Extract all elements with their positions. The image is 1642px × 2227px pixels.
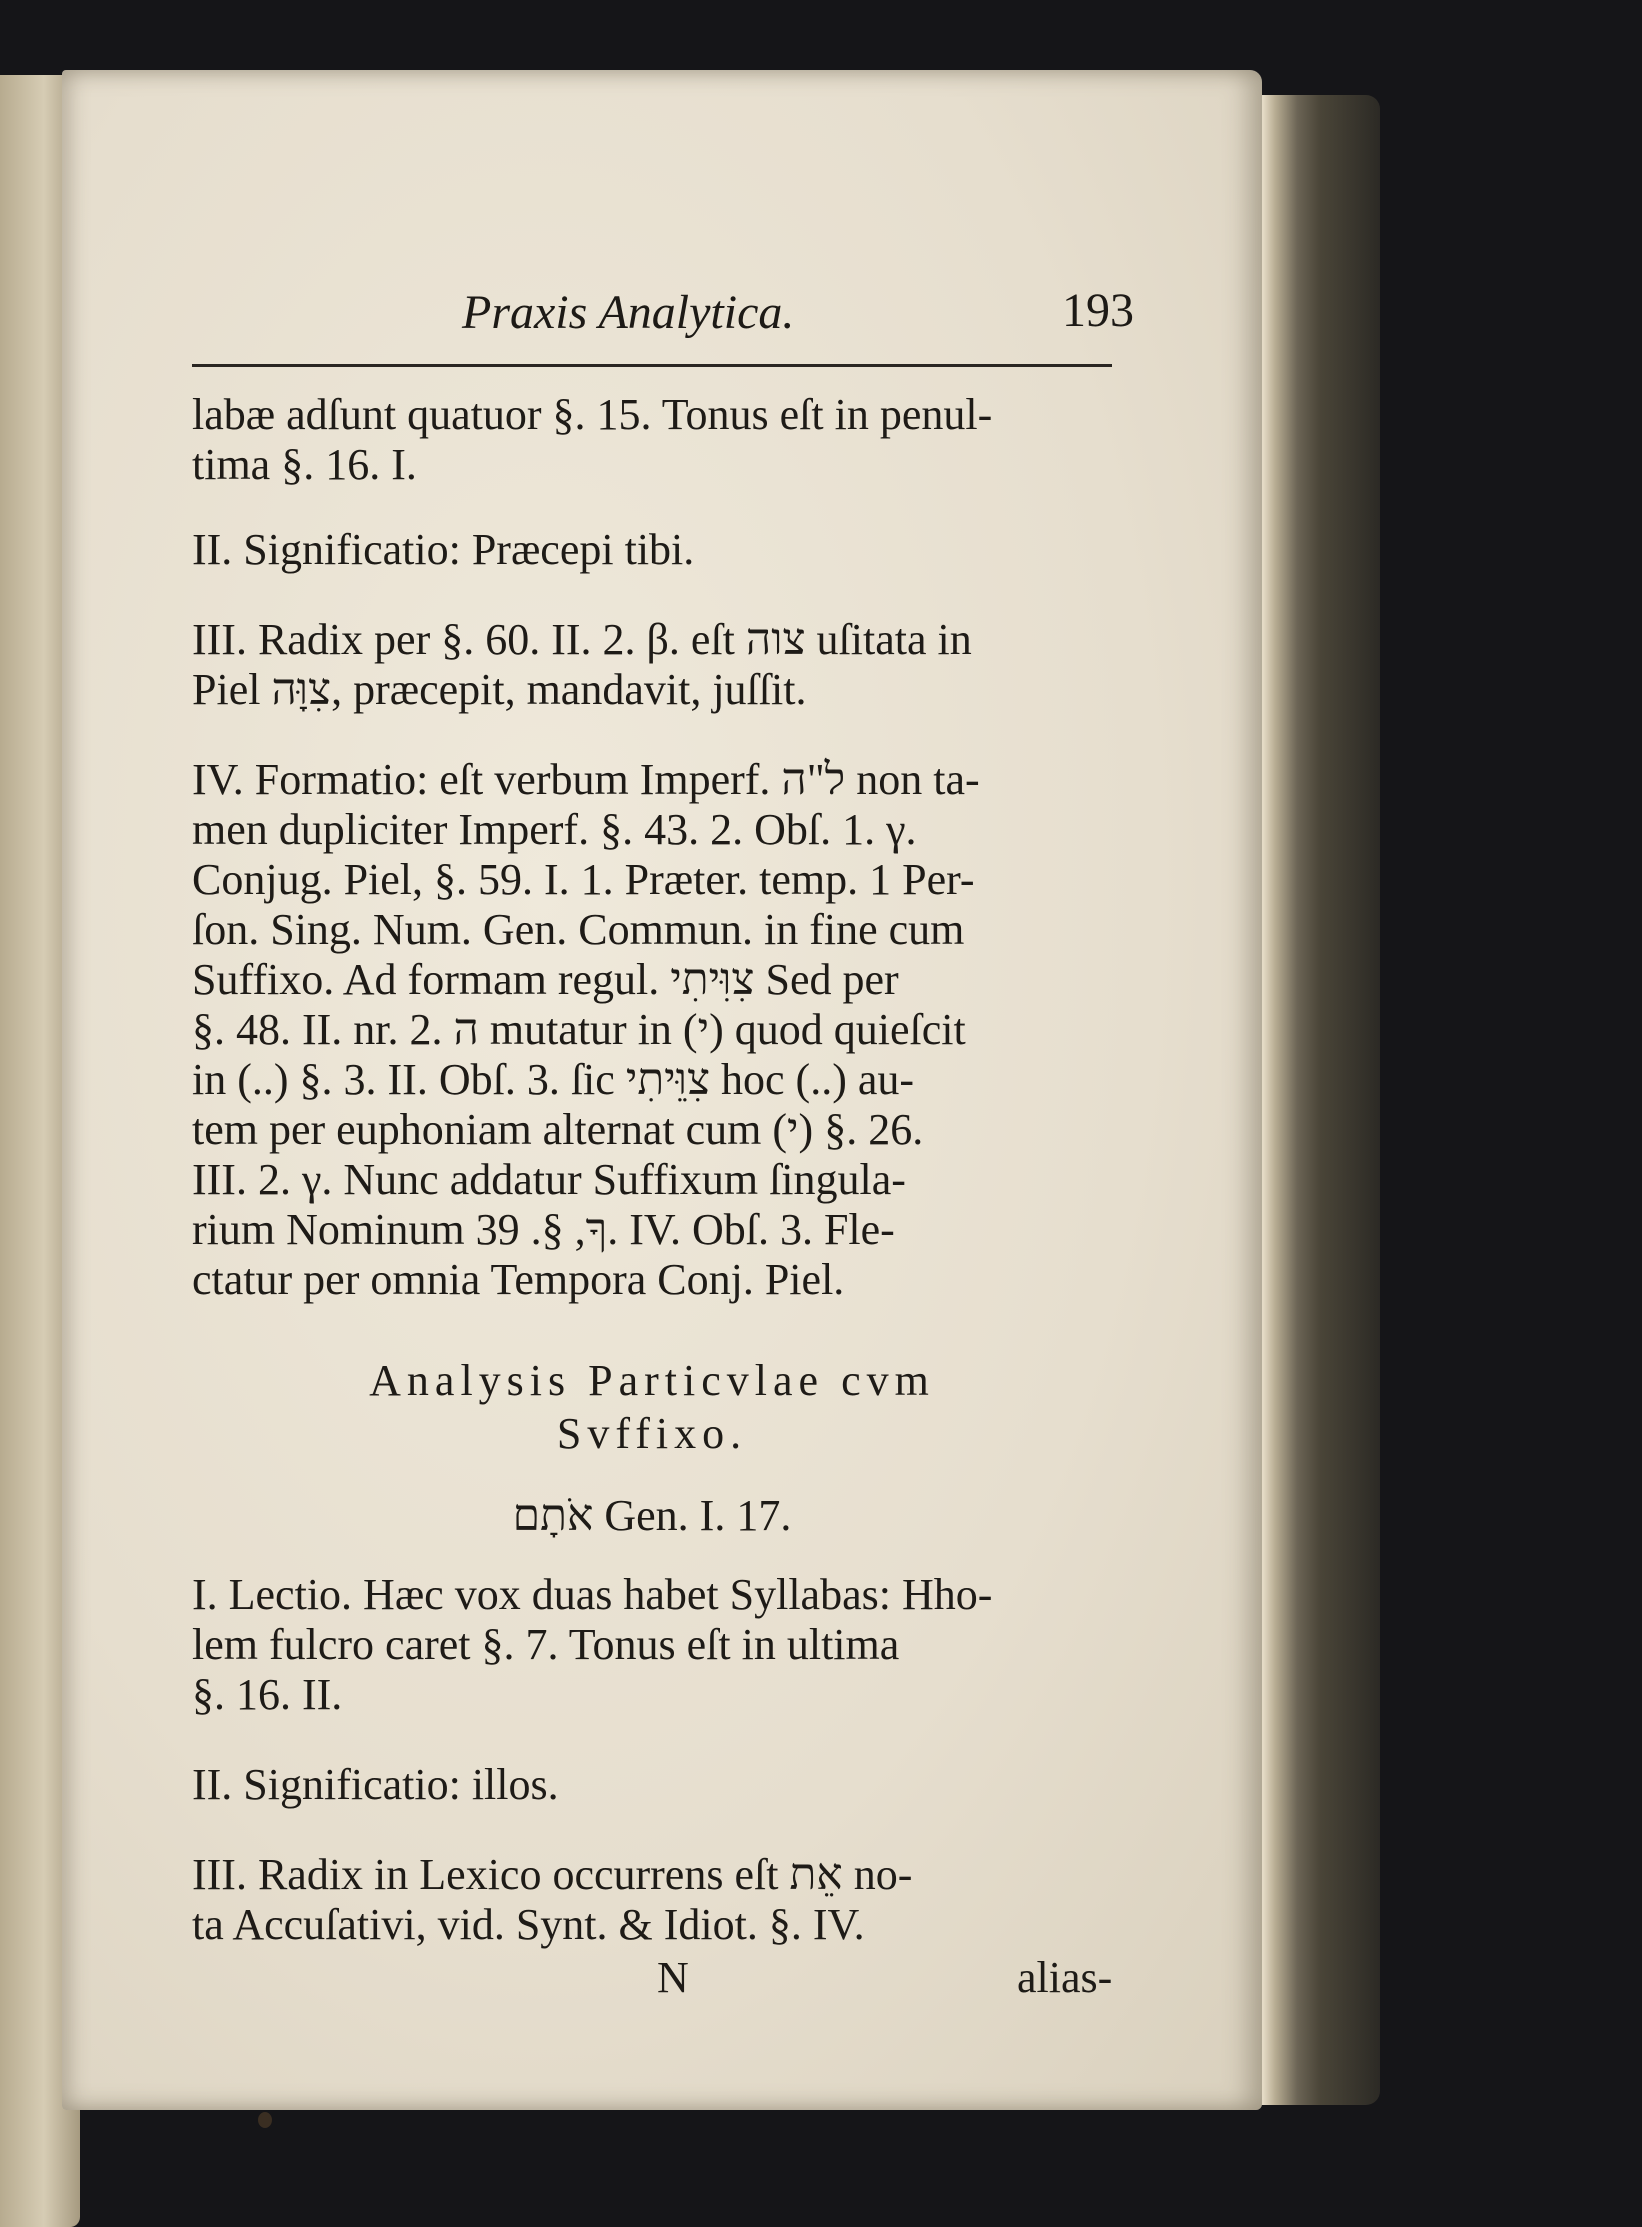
book-page xyxy=(62,70,1262,2110)
text-line: ta Accuſativi, vid. Synt. & Idiot. §. IV. xyxy=(192,1900,865,1949)
text-line: I. Lectio. Hæc vox duas habet Syllabas: Hho- xyxy=(192,1570,993,1619)
text-line: labæ adſunt quatuor §. 15. Tonus eſt in penul- xyxy=(192,390,993,439)
text-line: in (..) §. 3. II. Obſ. 3. ſic צִוֵּיתִי hoc (..) au- xyxy=(192,1055,915,1104)
text-line: tima §. 16. I. xyxy=(192,440,417,489)
text-line: IV. Formatio: eſt verbum Imperf. ל"ה non ta- xyxy=(192,755,980,804)
text-line: §. 48. II. nr. 2. ה mutatur in (י) quod quieſcit xyxy=(192,1005,966,1054)
section-heading-cont: Svffixo. xyxy=(556,1409,748,1458)
text-line: II. Significatio: Præcepi tibi. xyxy=(192,525,695,574)
text-line: tem per euphoniam alternat cum (י) §. 26. xyxy=(192,1105,924,1154)
ink-spot xyxy=(258,2112,272,2128)
text-line: ctatur per omnia Tempora Conj. Piel. xyxy=(192,1255,845,1304)
catchword: alias- xyxy=(1017,1953,1113,2002)
text-line: Suffixo. Ad formam regul. צִוִּיתִי Sed per xyxy=(192,955,899,1004)
text-line: rium Nominum ךָ, §. 39. IV. Obſ. 3. Fle- xyxy=(192,1205,895,1254)
text-line: II. Significatio: illos. xyxy=(192,1760,559,1809)
page-number: 193 xyxy=(1062,284,1134,337)
text-line: ſon. Sing. Num. Gen. Commun. in fine cum xyxy=(192,905,965,954)
text-line: men dupliciter Imperf. §. 43. 2. Obſ. 1. γ. xyxy=(192,805,917,854)
running-header: Praxis Analytica. xyxy=(462,286,795,339)
signature-mark: N xyxy=(657,1953,689,2002)
text-line: lem fulcro caret §. 7. Tonus eſt in ultima xyxy=(192,1620,900,1669)
text-line: III. 2. γ. Nunc addatur Suffixum ſingula- xyxy=(192,1155,906,1204)
text-line: Conjug. Piel, §. 59. I. 1. Præter. temp. 1 Per- xyxy=(192,855,975,904)
text-line: III. Radix in Lexico occurrens eſt אֵת no- xyxy=(192,1850,913,1899)
header-rule xyxy=(192,364,1112,367)
text-line: Piel צִוָּה, præcepit, mandavit, juſſit. xyxy=(192,665,807,714)
text-line: III. Radix per §. 60. II. 2. β. eſt צוה uſitata in xyxy=(192,615,972,664)
section-heading: Analysis Particvlae cvm xyxy=(369,1356,935,1405)
text-line: §. 16. II. xyxy=(192,1670,343,1719)
citation-line: אֹתָם Gen. I. 17. xyxy=(512,1491,792,1540)
